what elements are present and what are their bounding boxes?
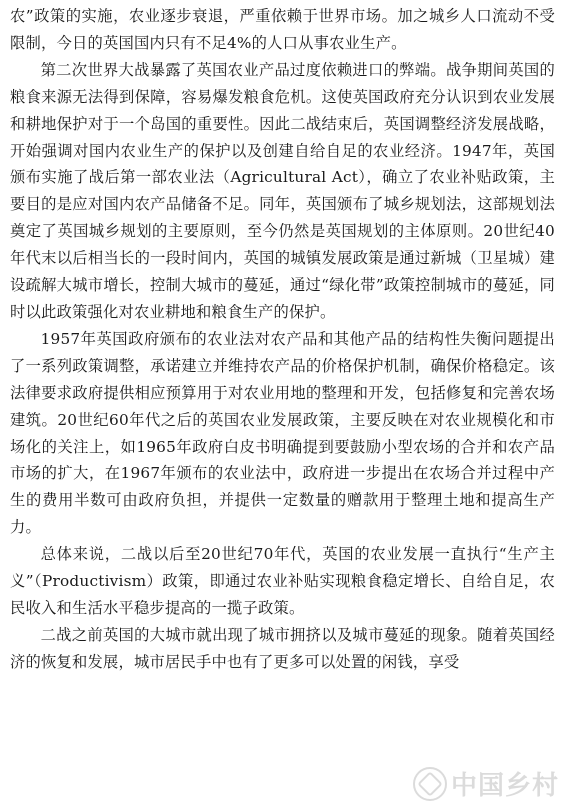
- paragraph-1: 农”政策的实施，农业逐步衰退，严重依赖于世界市场。加之城乡人口流动不受限制，今日的英国国内只有不足4%的人口从事农业生产。: [10, 7, 555, 52]
- paragraph-3: 1957年英国政府颁布的农业法对农产品和其他产品的结构性失衡问题提出了一系列政策调整，承诺建立并维持农产品的价格保护机制，确保价格稳定。该法律要求政府提供相应预算用于对农业用地的整理和开发，包括修复和完善农场建筑。20世纪60年代之后的英国农业发展政策，主要反映在对农业规模化和市场化的关注上，如1965年政府白皮书明确提到要鼓励小型农场的合并和农产品市场的扩大，在1967年颁布的农业法中，政府进一步提出在农场合并过程中产生的费用半数可由政府负担，并提供一定数量的赠款用于整理土地和提高生产力。: [10, 329, 555, 537]
- paragraph-2: 第二次世界大战暴露了英国农业产品过度依赖进口的弊端。战争期间英国的粮食来源无法得到保障，容易爆发粮食危机。这使英国政府充分认识到农业发展和耕地保护对于一个岛国的重要性。因此二战结束后，英国调整经济发展战略，开始强调对国内农业生产的保护以及创建自给自足的农业经济。1947年，英国颁布实施了战后第一部农业法（Agricultural Act），确立了农业补贴政策，主要目的是应对国内农产品储备不足。同年，英国颁布了城乡规划法，这部规划法奠定了英国城乡规划的主要原则，至今仍然是英国规划的主体原则。20世纪40年代末以后相当长的一段时间内，英国的城镇发展政策是通过新城（卫星城）建设疏解大城市增长，控制大城市的蔓延，通过“绿化带”政策控制城市的蔓延，同时以此政策强化对农业耕地和粮食生产的保护。: [10, 60, 555, 321]
- watermark-text: 中国乡村: [450, 771, 559, 801]
- paragraph-4: 总体来说，二战以后至20世纪70年代，英国的农业发展一直执行“生产主义”（Productivism）政策，即通过农业补贴实现粮食稳定增长、自给自足，农民收入和生活水平稳步提高的一揽子政策。: [10, 545, 555, 617]
- paragraph-5: 二战之前英国的大城市就出现了城市拥挤以及城市蔓延的现象。随着英国经济的恢复和发展，城市居民手中也有了更多可以处置的闲钱，享受: [10, 625, 555, 671]
